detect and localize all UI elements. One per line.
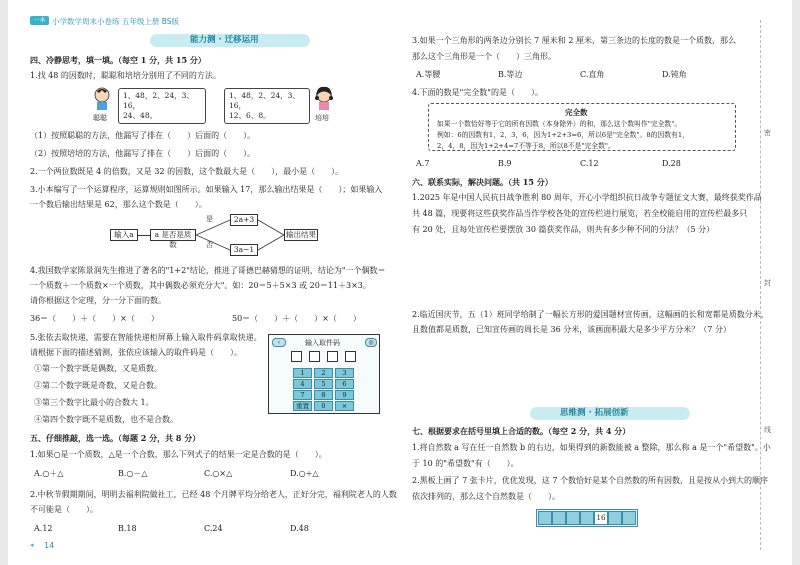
back-icon[interactable]: ‹ xyxy=(272,338,286,347)
sec7-q1b: 于 10 的"希望数"有（ ）。 xyxy=(412,459,519,468)
binding-line xyxy=(760,20,761,550)
sec4-q4a: 4.我国数学家陈景润先生推进了著名的"1+2"结论，推进了哥德巴赫猜想的证明，结论为"一个偶数＝ xyxy=(30,266,386,275)
sec4-q1b: （2）按照培培的方法，他漏写了排在（ ）后面的（ ）。 xyxy=(30,149,256,158)
sec4-q4b: 一个质数＋一个质数×一个质数，其中偶数必须充分大"。如：20＝5＋5×3 或 20＝11＋3×3。 xyxy=(30,281,371,290)
flow-yes: 是 xyxy=(206,215,213,223)
card-5: 16 xyxy=(594,511,608,525)
sec7-q1a: 1.将自然数 a 写在任一自然数 b 的右边，如果得到的新数能被 a 整除，那么称 a 是一个"希望数"。小 xyxy=(412,443,771,452)
right-banner: 思维测 · 拓展创新 xyxy=(560,408,629,418)
sec7-q2b: 依次排列的，那么这个自然数是（ ）。 xyxy=(412,492,560,501)
right-q4-opt-c: C.12 xyxy=(580,159,599,168)
delete-key[interactable]: × xyxy=(335,401,354,411)
right-q3-opt-c: C.直角 xyxy=(580,70,605,79)
card-4 xyxy=(580,511,594,525)
sec7-q2a: 2.黑板上画了 7 张卡片，优优发现，这 7 个数恰好是某个自然数的所有因数，且是按从小到大的顺序 xyxy=(412,476,768,485)
sec4-q2: 2.一个两位数既是 4 的倍数，又是 32 的因数，这个数最大是（ ），最小是（ ）。 xyxy=(30,167,344,176)
card-1 xyxy=(538,511,552,525)
boy-bubble-line2: 24、48。 xyxy=(123,111,158,120)
sec4-q3b: 一个数后输出结果是 62，那么这个数是（ ）。 xyxy=(30,200,207,209)
sec6-q1b: 共 48 篇，现要将这些获奖作品当作学校各处的宣传栏进行展览，若全校能启用的宣传栏最多只 xyxy=(412,209,748,218)
boy-avatar xyxy=(92,86,112,110)
sec5-q1: 1.如果○是一个质数，△是一个合数，那么下列式子的结果一定是合数的是（ ）。 xyxy=(30,450,327,459)
sec6-title: 六、联系实际，解决问题。（共 15 分） xyxy=(412,177,553,187)
key-0[interactable]: 0 xyxy=(314,401,333,411)
sec6-q2a: 2.临近国庆节，五（1）班同学给制了一幅长方形的爱国题材宣传画，这幅画的长和宽都是质数分米， xyxy=(412,310,769,319)
right-q4: 4.下面的数是"完全数"的是（ ）。 xyxy=(412,88,543,97)
sec7-title: 七、根据要求在括号里填上合适的数。（每空 2 分，共 4 分） xyxy=(412,426,631,436)
sec4-q5-clue-3: ③第三个数字比最小的合数大 1。 xyxy=(34,398,154,407)
sec5-q2-opt-c: C.24 xyxy=(204,524,223,533)
sec4-q4-fill-1: 36＝（ ）＋（ ）×（ ） xyxy=(30,314,159,323)
right-q4-opt-b: B.9 xyxy=(498,159,512,168)
sec6-q2b: 且数值都是质数，已知宣传画的周长是 36 分米，该画面积最大是多少平方分米？（7 分） xyxy=(412,325,731,334)
page-left-edge xyxy=(0,0,8,565)
sec4-q5-clue-4: ④第四个数字既不是质数，也不是合数。 xyxy=(34,415,178,424)
code-slot-4[interactable] xyxy=(345,351,356,362)
page-number-marker: ◂ xyxy=(30,541,34,549)
key-4[interactable]: 4 xyxy=(293,379,312,389)
right-q3b: 那么这个三角形是一个（ ）三角形。 xyxy=(412,52,556,61)
sec5-q1-opt-c: C.○×△ xyxy=(204,469,233,478)
header-title: 小学数学周末小卷练 五年级上册 BS版 xyxy=(52,17,180,26)
sec6-q1c: 有 20 处，且每处宣传栏要摆放 30 篇获奖作品，则共有多少种不同的分法？（5 分） xyxy=(412,225,715,234)
sec4-q5-clue-1: ①第一个数字既是偶数，又是质数。 xyxy=(34,364,162,373)
sec5-q2-opt-b: B.18 xyxy=(118,524,137,533)
card-7 xyxy=(622,511,636,525)
girl-name: 培培 xyxy=(315,114,329,122)
sec5-q2b: 不可能是（ ）。 xyxy=(30,505,98,514)
boy-name: 聪聪 xyxy=(93,114,107,122)
perfect-box-line3: 2，4，8，因为1+2+4=7不等于8，所以8不是"完全数"。 xyxy=(437,142,615,150)
reset-key[interactable]: 重置 xyxy=(293,401,312,411)
key-3[interactable]: 3 xyxy=(335,368,354,378)
side-label-mi: 密 xyxy=(764,129,771,137)
card-2 xyxy=(552,511,566,525)
sec5-q1-opt-d: D.○÷△ xyxy=(290,469,319,478)
sec4-q1a: （1）按照聪聪的方法，他漏写了排在（ ）后面的（ ）。 xyxy=(30,131,256,140)
key-9[interactable]: 9 xyxy=(335,390,354,400)
code-slot-2[interactable] xyxy=(309,351,320,362)
perfect-box-line1: 如果一个数恰好等于它的所有因数（本身除外）的和，那么这个数叫作"完全数"。 xyxy=(437,120,682,128)
flow-top: 2a+3 xyxy=(230,214,258,226)
sec4-q5a: 5.张依去取快递，需要在智能快递柜屏幕上输入取件码拿取快递。 xyxy=(30,333,262,342)
key-2[interactable]: 2 xyxy=(314,368,333,378)
page-right-edge xyxy=(792,0,800,565)
sec4-q4-fill-2: 50＝（ ）＋（ ）×（ ） xyxy=(232,314,361,323)
right-q3-opt-b: B.等边 xyxy=(498,70,523,79)
page-number: 14 xyxy=(44,541,55,550)
perfect-number-box xyxy=(428,103,736,151)
right-q3-opt-a: A.等腰 xyxy=(416,70,441,79)
right-q3-opt-d: D.钝角 xyxy=(662,70,687,79)
flow-bottom: 3a−1 xyxy=(230,244,258,256)
panel-title: 输入取件码 xyxy=(305,339,340,347)
code-slot-3[interactable] xyxy=(327,351,338,362)
code-slot-1[interactable] xyxy=(291,351,302,362)
girl-bubble-line1: 1、48，2、24，3、16， xyxy=(229,91,300,110)
girl-avatar xyxy=(314,86,334,110)
girl-bubble-line2: 12、6、8。 xyxy=(229,111,271,120)
sec5-q1-opt-b: B.○－△ xyxy=(118,469,148,478)
card-6 xyxy=(608,511,622,525)
girl-bubble xyxy=(224,88,310,124)
key-5[interactable]: 5 xyxy=(314,379,333,389)
sec5-q2-opt-a: A.12 xyxy=(34,524,53,533)
key-7[interactable]: 7 xyxy=(293,390,312,400)
sec5-q2-opt-d: D.48 xyxy=(290,524,309,533)
side-label-feng: 封 xyxy=(764,279,771,287)
sec4-q4c: 请你根据这个定理，分一分下面的数。 xyxy=(30,296,166,305)
key-8[interactable]: 8 xyxy=(314,390,333,400)
side-label-xian: 线 xyxy=(764,426,771,434)
flow-arrow-1 xyxy=(138,235,150,236)
sec4-q5-clue-2: ②第二个数字既是奇数，又是合数。 xyxy=(34,381,162,390)
key-1[interactable]: 1 xyxy=(293,368,312,378)
flow-input: 输入a xyxy=(110,229,138,241)
settings-icon[interactable]: ◎ xyxy=(365,338,377,347)
left-banner: 能力测 · 迁移运用 xyxy=(190,35,259,45)
sec5-title: 五、仔细推敲，选一选。（每题 2 分，共 8 分） xyxy=(30,433,201,443)
right-q3a: 3.如果一个三角形的两条边分别长 7 厘米和 2 厘米，第三条边的长度的数是一个质数，那么 xyxy=(412,36,736,45)
right-q4-opt-a: A.7 xyxy=(416,159,430,168)
flow-no: 否 xyxy=(206,241,213,249)
flow-check: a 是否是质数 xyxy=(150,229,196,241)
sec6-q1a: 1.2025 年是中国人民抗日战争胜利 80 周年，开心小学组织抗日战争专题征文大赛，最终获奖作品 xyxy=(412,193,762,202)
sec4-title: 四、冷静思考，填一填。（每空 1 分，共 15 分） xyxy=(30,55,206,65)
card-3 xyxy=(566,511,580,525)
sec5-q2a: 2.中秋节假期期间，明明去福利院做社工，已经 48 个月牌平均分给老人，正好分完，福利院老人的人数 xyxy=(30,490,397,499)
series-tag: 一本 xyxy=(30,16,49,25)
sec5-q1-opt-a: A.○＋△ xyxy=(34,469,64,478)
boy-bubble-line1: 1、48，2、24，3、16， xyxy=(123,91,194,110)
sec4-q1: 1.找 48 的因数时，聪聪和培培分别用了不同的方法。 xyxy=(30,71,221,80)
right-q4-opt-d: D.28 xyxy=(662,159,681,168)
boy-bubble xyxy=(118,88,206,124)
key-6[interactable]: 6 xyxy=(335,379,354,389)
flow-output: 输出结果 xyxy=(286,230,316,239)
perfect-box-line2: 例如：6的因数有1，2，3，6，因为1+2+3=6，所以6是"完全数"。8的因数有1， xyxy=(437,131,689,139)
perfect-box-title: 完全数 xyxy=(565,108,588,117)
locker-panel xyxy=(268,334,380,414)
sec4-q3a: 3.小本编写了一个运算程序，运算规则如图所示。如果输入 17，那么输出结果是（ ）；如果输入 xyxy=(30,185,383,194)
sec4-q5b: 请根据下面的描述猜测，张依应该输入的取件码是（ ）。 xyxy=(30,348,242,357)
